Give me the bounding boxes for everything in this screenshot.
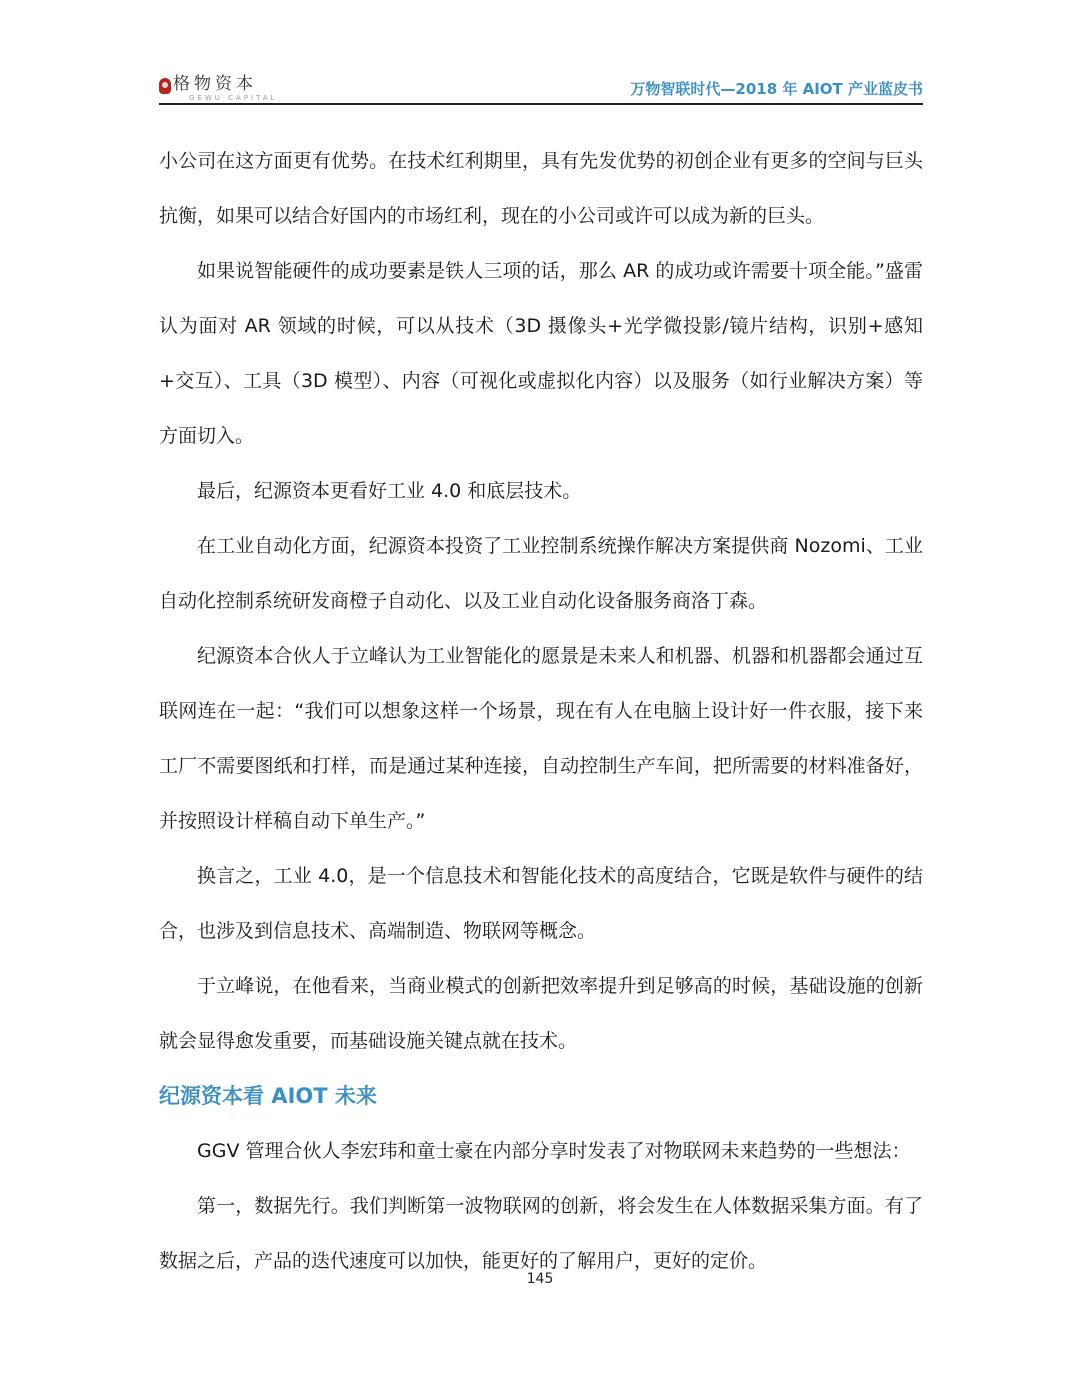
section-heading: 纪源资本看 AIOT 未来 xyxy=(159,1084,377,1108)
logo-text-en: GEWU CAPITAL xyxy=(189,94,278,102)
paragraph: 于立峰说，在他看来，当商业模式的创新把效率提升到足够高的时候，基础设施的创新就会显得愈发重要，而基础设施关键点就在技术。 xyxy=(159,975,923,1052)
paragraph: 如果说智能硬件的成功要素是铁人三项的话，那么 AR 的成功或许需要十项全能。”盛雷认为面对 AR 领域的时候，可以从技术（3D 摄像头+光学微投影/镜片结构，识别+感知+交互）、工具（3D 模型）、内容（可视化或虚拟化内容）以及服务（如行业解决方案）等方面切入。 xyxy=(159,260,923,447)
page-number: 145 xyxy=(526,1271,554,1287)
logo-mark-icon xyxy=(159,78,171,94)
paragraph: 纪源资本合伙人于立峰认为工业智能化的愿景是未来人和机器、机器和机器都会通过互联网连在一起：“我们可以想象这样一个场景，现在有人在电脑上设计好一件衣服，接下来工厂不需要图纸和打样，而是通过某种连接，自动控制生产车间，把所需要的材料准备好，并按照设计样稿自动下单生产。” xyxy=(159,645,923,832)
page-header xyxy=(159,74,923,104)
paragraph: 最后，纪源资本更看好工业 4.0 和底层技术。 xyxy=(197,480,582,502)
logo-text-cn: 格物资本 xyxy=(173,74,257,94)
logo-text xyxy=(173,74,278,102)
report-title: 万物智联时代—2018 年 AIOT 产业蓝皮书 xyxy=(630,80,923,98)
paragraph: GGV 管理合伙人李宏玮和童士豪在内部分享时发表了对物联网未来趋势的一些想法： xyxy=(197,1140,911,1162)
page-body xyxy=(159,134,923,1289)
paragraph: 第一，数据先行。我们判断第一波物联网的创新，将会发生在人体数据采集方面。有了数据之后，产品的迭代速度可以加快，能更好的了解用户，更好的定价。 xyxy=(159,1195,923,1272)
company-logo xyxy=(159,74,278,104)
header-divider xyxy=(159,103,923,105)
paragraph: 换言之，工业 4.0，是一个信息技术和智能化技术的高度结合，它既是软件与硬件的结合，也涉及到信息技术、高端制造、物联网等概念。 xyxy=(159,865,923,942)
paragraph: 小公司在这方面更有优势。在技术红利期里，具有先发优势的初创企业有更多的空间与巨头抗衡，如果可以结合好国内的市场红利，现在的小公司或许可以成为新的巨头。 xyxy=(159,150,923,227)
paragraph: 在工业自动化方面，纪源资本投资了工业控制系统操作解决方案提供商 Nozomi、工业自动化控制系统研发商橙子自动化、以及工业自动化设备服务商洛丁森。 xyxy=(159,535,923,612)
